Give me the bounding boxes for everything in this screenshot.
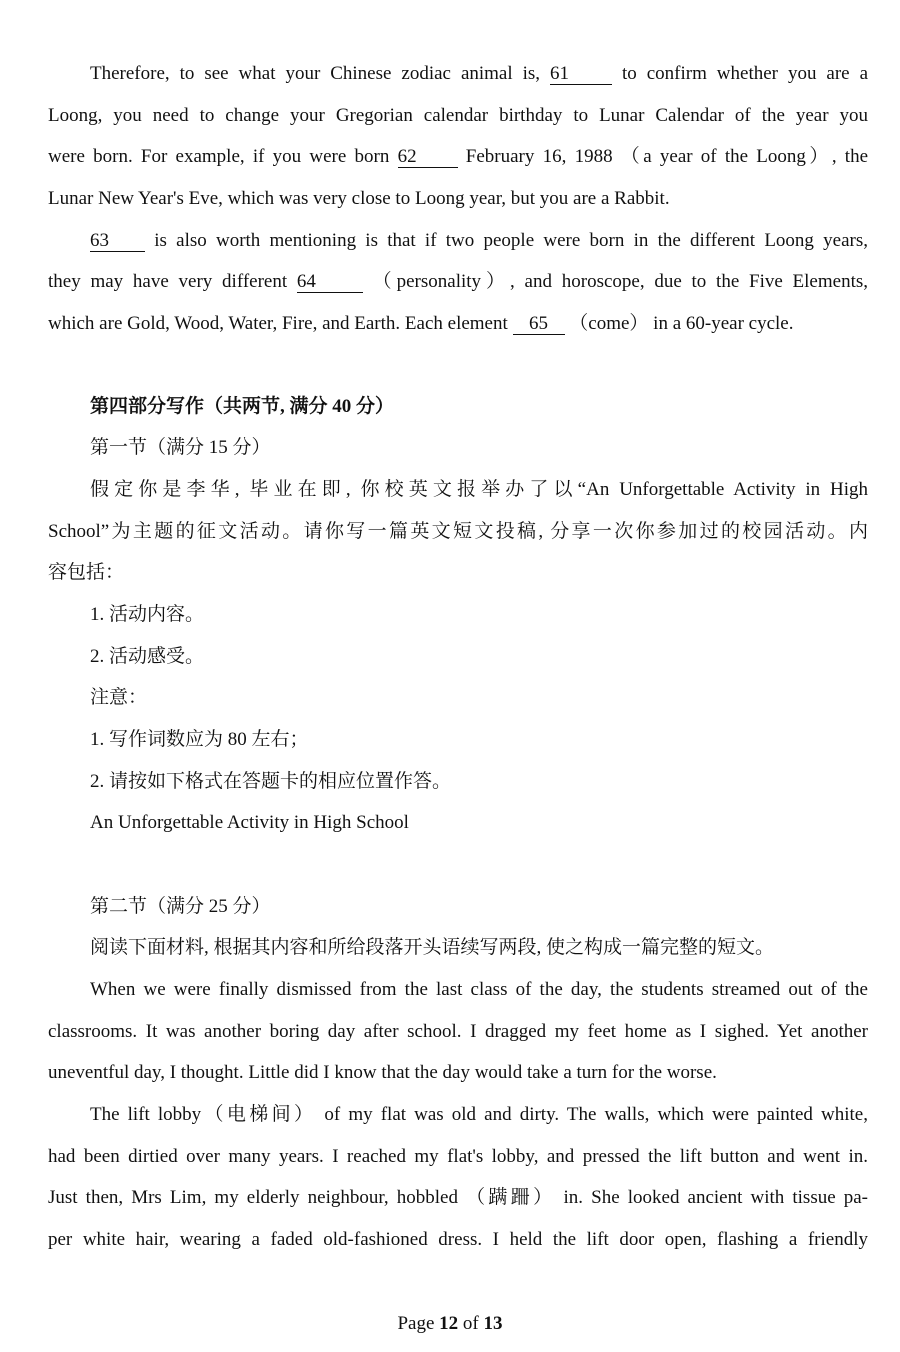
cloze-line [90,229,868,253]
content-item-1: 1. 活动内容。 [90,604,205,625]
essay-title: An Unforgettable Activity in High School [90,812,409,833]
cloze-line [48,312,868,336]
cloze-line: Lunar New Year's Eve, which was very close to Loong year, but you are a Rabbit. [48,188,670,209]
note-heading: 注意： [90,687,148,708]
prompt-line: 容包括： [48,562,125,583]
part4-heading: 第四部分写作（共两节, 满分 40 分） [90,396,395,417]
story-line: per white hair, wearing a faded old-fashioned dress. I held the lift door open, flashing a friendly [48,1229,868,1250]
content-item-2: 2. 活动感受。 [90,646,205,667]
text-span: they may have very different [48,271,297,292]
blank-65: 65 [513,314,565,335]
prompt-line: School”为主题的征文活动。请你写一篇英文短文投稿, 分享一次你参加过的校园活动。内 [48,521,868,542]
page-number: 12 [439,1313,459,1334]
page-of-label: of [458,1313,484,1334]
text-span: （come） in a 60-year cycle. [564,313,794,334]
cloze-line: Loong, you need to change your Gregorian calendar birthday to Lunar Calendar of the year you [48,105,868,126]
cloze-line [48,270,868,294]
text-span: （personality）, and horoscope, due to the Five Elements, [362,271,868,292]
story-line: The lift lobby（电梯间） of my flat was old and dirty. The walls, which were painted white, [90,1104,868,1125]
text-span: which are Gold, Wood, Water, Fire, and Earth. Each element [48,313,513,334]
story-line: Just then, Mrs Lim, my elderly neighbour, hobbled （蹒跚） in. She looked ancient with tissue pa- [48,1187,868,1208]
section2-instructions: 阅读下面材料, 根据其内容和所给段落开头语续写两段, 使之构成一篇完整的短文。 [90,937,775,958]
page-footer [0,1312,900,1336]
text-span: to confirm whether you are a [612,63,868,84]
cloze-line [48,145,868,169]
section2-title: 第二节（满分 25 分） [90,896,271,917]
text-span: were born. For example, if you were born [48,146,398,167]
story-line: had been dirtied over many years. I reached my flat's lobby, and pressed the lift button and went in. [48,1146,868,1167]
story-line: classrooms. It was another boring day after school. I dragged my feet home as I sighed. Yet another [48,1021,868,1042]
note-item-2: 2. 请按如下格式在答题卡的相应位置作答。 [90,771,452,792]
blank-62: 62 [398,147,458,168]
story-line: When we were finally dismissed from the last class of the day, the students streamed out of the [90,979,868,1000]
text-span: is also worth mentioning is that if two people were born in the different Loong years, [145,230,868,251]
story-line: uneventful day, I thought. Little did I know that the day would take a turn for the worse. [48,1062,717,1083]
blank-63: 63 [90,231,145,252]
note-item-1: 1. 写作词数应为 80 左右； [90,729,309,750]
cloze-line [90,62,868,86]
prompt-line: 假定你是李华, 毕业在即, 你校英文报举办了以“An Unforgettable Activity in High [90,479,868,500]
page-label: Page [397,1313,440,1334]
blank-64: 64 [297,272,363,293]
text-span: February 16, 1988 （a year of the Loong）, the [457,146,868,167]
text-span: Therefore, to see what your Chinese zodiac animal is, [90,63,550,84]
section1-title: 第一节（满分 15 分） [90,437,271,458]
page-total: 13 [483,1313,503,1334]
blank-61: 61 [550,64,612,85]
